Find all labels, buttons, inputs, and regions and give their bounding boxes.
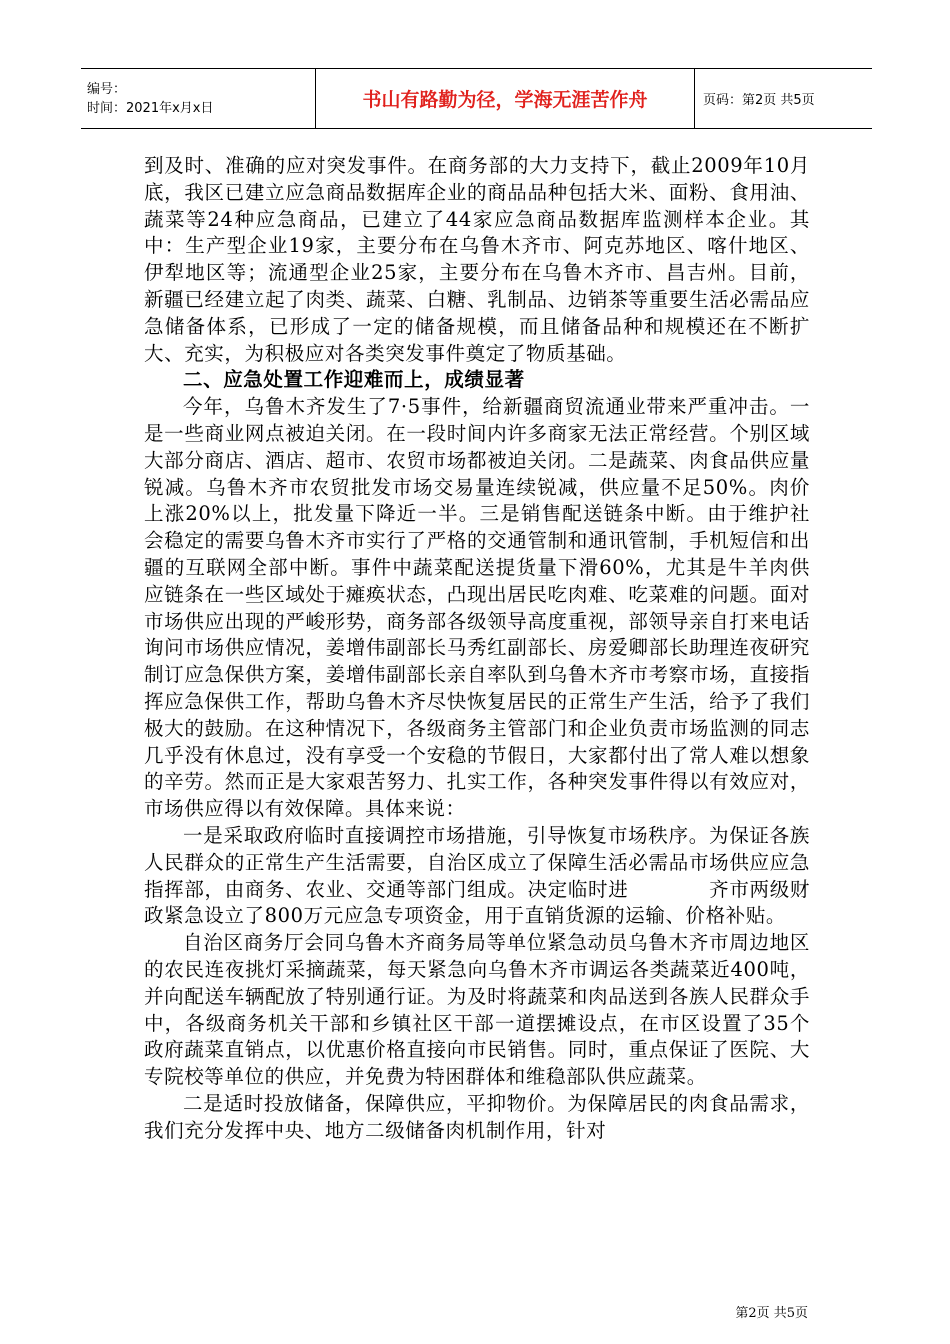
header-page-number: 页码：第2页 共5页 [703,93,815,108]
section-heading: 二、应急处置工作迎难而上，成绩显著 [183,368,525,392]
paragraph: 二是适时投放储备，保障供应，平抑物价。为保障居民的肉食品需求，我们充分发挥中央、地方二级储备肉机制作用，针对 [144,1091,810,1142]
document-date: 时间：2021年x月x日 [87,100,214,116]
document-number: 编号： [87,81,127,97]
paragraph: 一是采取政府临时直接调控市场措施，引导恢复市场秩序。为保证各族人民群众的正常生产生活需要，自治区成立了保障生活必需品市场供应应急指挥部，由商务、农业、交通等部门组成。决定临时进 齐市两级财政紧急设立了800万元应急专项资金，用于直销货源的运输、价格补贴。 [144,823,810,928]
paragraph: 到及时、准确的应对突发事件。在商务部的大力支持下，截止2009年10月底，我区已建立应急商品数据库企业的商品品种包括大米、面粉、食用油、蔬菜等24种应急商品，已建立了44家应急商品数据库监测样本企业。其中：生产型企业19家，主要分布在乌鲁木齐市、阿克苏地区、喀什地区、伊犁地区等；流通型企业25家，主要分布在乌鲁木齐市、昌吉州。目前，新疆已经建立起了肉类、蔬菜、白糖、乳制品、边销茶等重要生活必需品应急储备体系，已形成了一定的储备规模，而且储备品种和规模还在不断扩大、充实，为积极应对各类突发事件奠定了物质基础。 [144,154,810,365]
paragraph: 自治区商务厅会同乌鲁木齐商务局等单位紧急动员乌鲁木齐市周边地区的农民连夜挑灯采摘蔬菜，每天紧急向乌鲁木齐市调运各类蔬菜近400吨，并向配送车辆配放了特别通行证。为及时将蔬菜和肉品送到各族人民群众手中，各级商务机关干部和乡镇社区干部一道摆摊设点，在市区设置了35个政府蔬菜直销点，以优惠价格直接向市民销售。同时，重点保证了医院、大专院校等单位的供应，并免费为特困群体和维稳部队供应蔬菜。 [144,931,810,1089]
document-body [144,153,810,1144]
paragraph: 今年，乌鲁木齐发生了7·5事件，给新疆商贸流通业带来严重冲击。一是一些商业网点被迫关闭。在一段时间内许多商家无法正常经营。个别区域大部分商店、酒店、超市、农贸市场都被迫关闭。二是蔬菜、肉食品供应量锐减。乌鲁木齐市农贸批发市场交易量连续锐减，供应量不足50%。肉价上涨20%以上，批发量下降近一半。三是销售配送链条中断。由于维护社会稳定的需要乌鲁木齐市实行了严格的交通管制和通讯管制，手机短信和出疆的互联网全部中断。事件中蔬菜配送提货量下滑60%，尤其是牛羊肉供应链条在一些区域处于瘫痪状态，凸现出居民吃肉难、吃菜难的问题。面对市场供应出现的严峻形势，商务部各级领导高度重视，部领导亲自打来电话询问市场供应情况，姜增伟副部长马秀红副部长、房爱卿部长助理连夜研究制订应急保供方案，姜增伟副部长亲自率队到乌鲁木齐市考察市场，直接指挥应急保供工作，帮助乌鲁木齐尽快恢复居民的正常生产生活，给予了我们极大的鼓励。在这种情况下，各级商务主管部门和企业负责市场监测的同志几乎没有休息过，没有享受一个安稳的节假日，大家都付出了常人难以想象的辛劳。然而正是大家艰苦努力、扎实工作，各种突发事件得以有效应对，市场供应得以有效保障。具体来说： [144,395,810,821]
header-motto: 书山有路勤为径，学海无涯苦作舟 [316,69,695,129]
page-header [81,68,872,129]
header-meta [81,69,316,129]
page-footer: 第2页 共5页 [735,1306,808,1321]
